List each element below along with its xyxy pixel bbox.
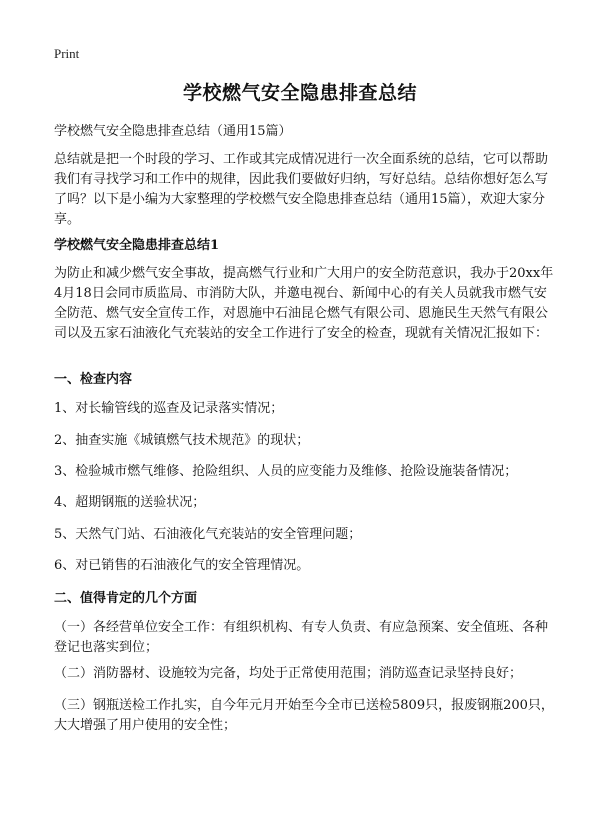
list-item: 5、天然气门站、石油液化气充装站的安全管理问题； <box>54 527 362 542</box>
section-paragraph: 为防止和减少燃气安全事故，提高燃气行业和广大用户的安全防范意识，我办于20xx年4月18日会同市质监局、市消防大队，并邀电视台、新闻中心的有关人员就我市燃气安全防范、燃气安全宣传工作，对恩施中石油昆仑燃气有限公司、恩施民生天然气有限公司以及五家石油液化气充装站的安全工作进行了安全的检查，现就有关情况汇报如下： <box>54 266 554 341</box>
section-paragraph: （二）消防器材、设施较为完备，均处于正常使用范围；消防巡查记录坚持良好； <box>54 666 523 681</box>
list-item: 2、抽查实施《城镇燃气技术规范》的现状； <box>54 433 310 448</box>
page-title: 学校燃气安全隐患排查总结 <box>182 82 417 104</box>
section-paragraph: （一）各经营单位安全工作：有组织机构、有专人负责、有应急预案、安全值班、各种登记也落实到位； <box>54 620 549 655</box>
section-paragraph: （三）钢瓶送检工作扎实，自今年元月开始至今全市已送检5809只，报废钢瓶200只，大大增强了用户使用的安全性； <box>54 698 554 733</box>
list-item: 1、对长输管线的巡查及记录落实情况； <box>54 401 284 416</box>
section-heading: 一、检查内容 <box>54 372 133 387</box>
section-heading: 二、值得肯定的几个方面 <box>54 591 198 606</box>
section-heading: 学校燃气安全隐患排查总结1 <box>54 238 220 253</box>
subtitle: 学校燃气安全隐患排查总结（通用15篇） <box>54 124 292 139</box>
list-item: 6、对已销售的石油液化气的安全管理情况。 <box>54 558 310 573</box>
list-item: 3、检验城市燃气维修、抢险组织、人员的应变能力及维修、抢险设施装备情况； <box>54 464 518 479</box>
list-item: 4、超期钢瓶的送验状况； <box>54 495 206 510</box>
print-link[interactable]: Print <box>54 46 80 61</box>
intro-paragraph: 总结就是把一个时段的学习、工作或其完成情况进行一次全面系统的总结，它可以帮助我们有寻找学习和工作中的规律，因此我们要做好归纳，写好总结。总结你想好怎么写了吗？以下是小编为大家整理的学校燃气安全隐患排查总结（通用15篇），欢迎大家分享。 <box>54 152 549 227</box>
